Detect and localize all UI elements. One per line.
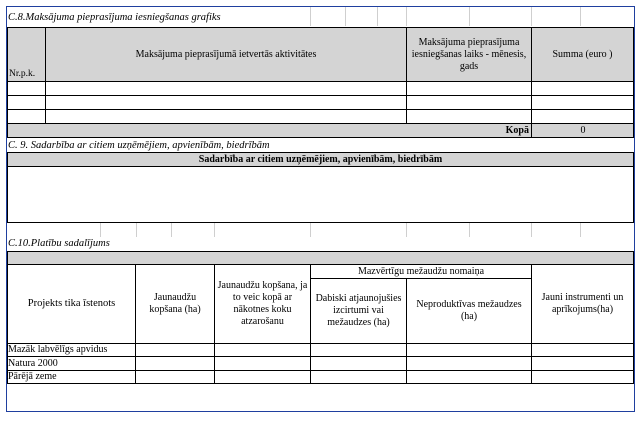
total-value: 0 <box>580 125 586 136</box>
group-header-low-value-stands: Mazvērtīgu mežaudžu nomaiņa <box>310 264 532 279</box>
column-header-submission-time: Maksājuma pieprasījuma iesniegšanas laiks - mēnesis, gads <box>406 27 532 82</box>
column-header-activities: Maksājuma pieprasījumā ietvertās aktivitātes <box>45 27 407 82</box>
section-c10-title: C.10.Platību sadalījums <box>8 238 110 249</box>
column-header-unproductive-stands: Neproduktīvas mežaudzes (ha) <box>406 278 532 344</box>
row-label-less-favoured-area: Mazāk labvēlīgs apvidus <box>8 344 108 355</box>
section-c8-title: C.8.Maksājuma pieprasījuma iesniegšanas grafiks <box>8 12 221 23</box>
column-header-sum-label: Summa (euro ) <box>552 48 613 60</box>
area-table-gray-band <box>7 251 634 265</box>
table-row[interactable] <box>8 96 45 109</box>
column-header-natural-regrowth: Dabiski atjaunojušies izcirtumi vai mežaudzes (ha) <box>310 278 407 344</box>
column-header-new-tools: Jauni instrumenti un aprīkojums(ha) <box>531 264 634 344</box>
column-header-new-stand-total: Jaunaudžu kopšana (ha) <box>135 264 215 344</box>
section-c9-title: C. 9. Sadarbība ar citiem uzņēmējiem, apvienībām, biedrībām <box>8 140 270 151</box>
table-row[interactable] <box>8 82 45 95</box>
cooperation-text-area[interactable] <box>7 166 634 223</box>
total-label: Kopā <box>505 125 529 136</box>
cooperation-header: Sadarbība ar citiem uzņēmējiem, apvienībām, biedrībām <box>7 152 634 167</box>
column-header-project: Projekts tika īstenots <box>7 264 136 344</box>
column-header-nr: Nr.p.k. <box>7 27 46 82</box>
row-label-other-land: Pārējā zeme <box>8 371 57 382</box>
schedule-table-body <box>7 81 634 124</box>
table-row[interactable] <box>8 110 45 123</box>
column-header-new-stand-joint: Jaunaudžu kopšana, ja to veic kopā ar nākotnes koku atzarošanu <box>214 264 311 344</box>
column-header-sum <box>531 27 634 82</box>
row-label-natura-2000: Natura 2000 <box>8 358 58 369</box>
